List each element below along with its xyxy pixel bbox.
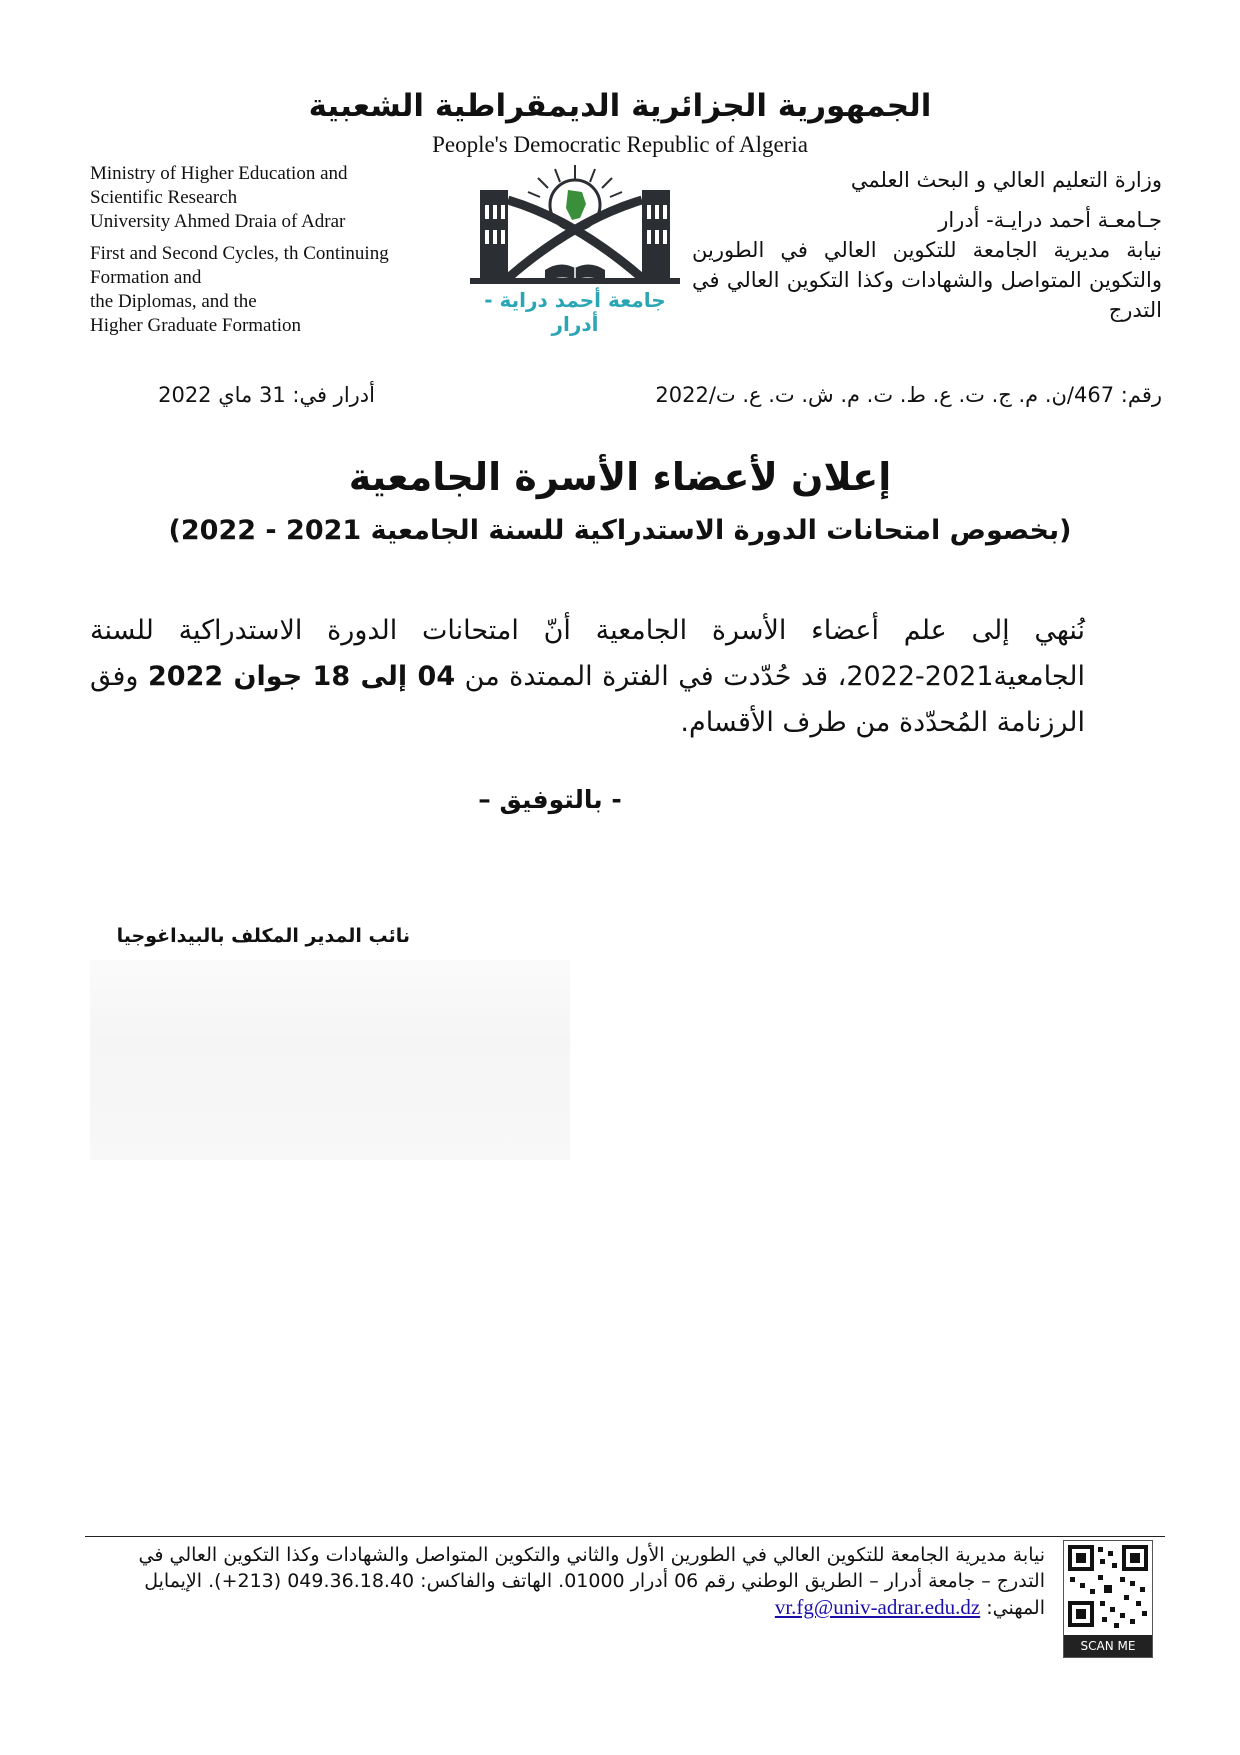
institution-block-arabic xyxy=(692,165,1162,325)
signature-area xyxy=(90,960,570,1160)
directorate-line: First and Second Cycles, th Continuing xyxy=(90,243,389,264)
announcement-subtitle: (بخصوص امتحانات الدورة الاستدراكية للسنة الجامعية 2021 - 2022) xyxy=(168,515,1072,546)
university-name-arabic: جـامعـة أحمد درايـة- أدرار xyxy=(938,208,1162,232)
directorate-name-arabic: نيابة مديرية الجامعة للتكوين العالي في الطورين والتكوين المتواصل والشهادات وكذا التكوين العالي في التدرج xyxy=(692,238,1162,322)
institution-line: Ministry of Higher Education and xyxy=(90,163,348,184)
announcement-body xyxy=(90,608,1085,746)
logo-caption: جامعة أحمد دراية - أدرار xyxy=(484,288,666,336)
qr-code[interactable] xyxy=(1063,1540,1153,1658)
footer-divider xyxy=(85,1536,1165,1537)
footer-line xyxy=(85,1594,1045,1621)
university-logo xyxy=(460,160,690,336)
closing-wish: - بالتوفيق – xyxy=(478,785,622,814)
republic-name-arabic: الجمهورية الجزائرية الديمقراطية الشعبية xyxy=(308,88,932,124)
institution-block-english xyxy=(90,162,450,338)
institution-line: University Ahmed Draia of Adrar xyxy=(90,211,346,232)
footer-email-label: المهني: xyxy=(986,1597,1045,1619)
directorate-line: Formation and xyxy=(90,267,202,288)
footer-address xyxy=(85,1542,1045,1621)
institution-line: Scientific Research xyxy=(90,187,238,208)
republic-name-english: People's Democratic Republic of Algeria xyxy=(432,132,808,157)
directorate-line: Higher Graduate Formation xyxy=(90,315,302,336)
footer-line: نيابة مديرية الجامعة للتكوين العالي في الطورين الأول والثاني والتكوين المتواصل والشهادات وكذا التكوين العالي في xyxy=(138,1544,1045,1566)
footer-email-link[interactable]: vr.fg@univ-adrar.edu.dz xyxy=(774,1595,981,1619)
signer-title: نائب المدير المكلف بالبيداغوجيا xyxy=(116,925,410,947)
reference-number: رقم: 467/ن. م. ج. ت. ع. ط. ت. م. ش. ت. ع. ت/2022 xyxy=(655,383,1162,407)
directorate-line: the Diplomas, and the xyxy=(90,291,257,312)
footer-line: التدرج – جامعة أدرار – الطريق الوطني رقم 06 أدرار 01000. الهاتف والفاكس: 049.36.18.40 (213+). الإيمايل xyxy=(144,1570,1045,1592)
issue-date: أدرار في: 31 ماي 2022 xyxy=(158,383,375,407)
body-text-part: وفق الرزنامة المُحدّدة من طرف الأقسام. xyxy=(90,661,1085,738)
body-text-part: نُنهي إلى علم أعضاء الأسرة الجامعية أنّ امتحانات الدورة الاستدراكية للسنة الجامعية2021-2022، قد حُدّدت في الفترة الممتدة من xyxy=(90,615,1086,692)
qr-pattern-icon xyxy=(1064,1541,1152,1633)
qr-scan-label: SCAN ME xyxy=(1064,1635,1152,1657)
ministry-name-arabic: وزارة التعليم العالي و البحث العلمي xyxy=(850,168,1162,192)
announcement-title: إعلان لأعضاء الأسرة الجامعية xyxy=(348,455,892,499)
exam-period: 04 إلى 18 جوان 2022 xyxy=(148,661,456,692)
